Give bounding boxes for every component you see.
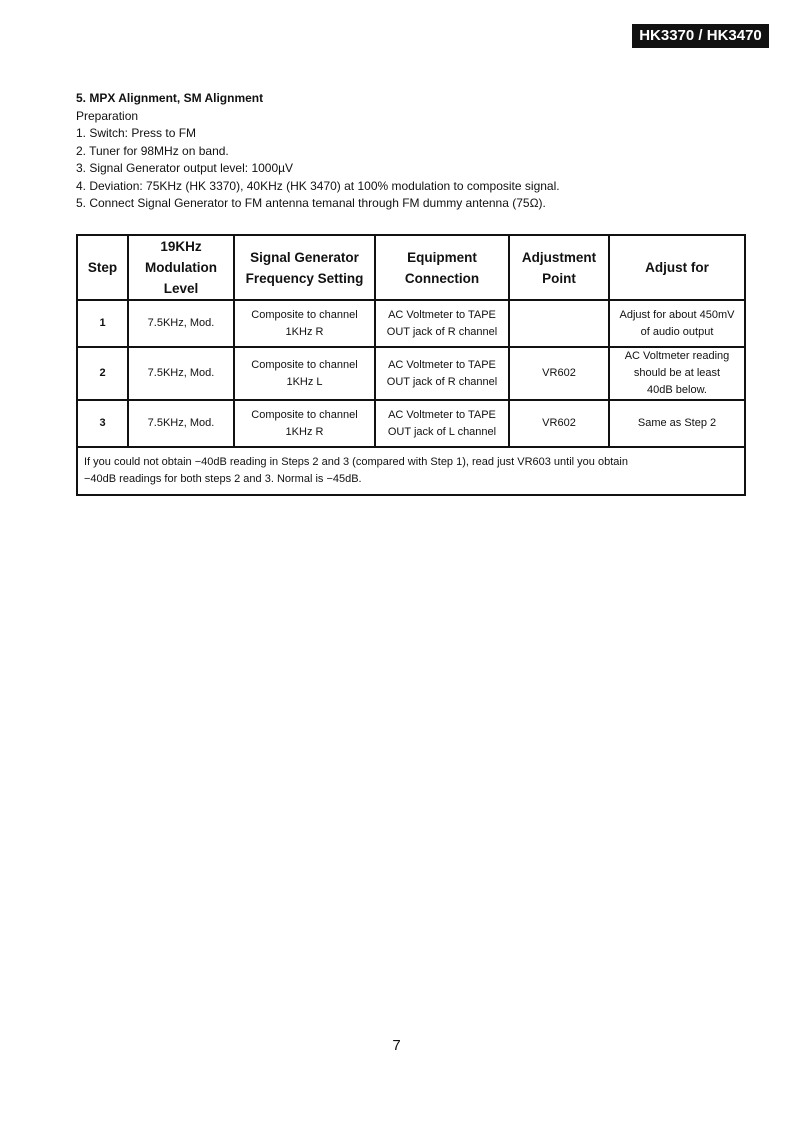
- adjustment-point-cell: VR602: [509, 400, 609, 447]
- preparation-item: 1. Switch: Press to FM: [76, 126, 197, 140]
- table-row: [77, 347, 745, 400]
- header-modulation: 19KHz Modulation Level: [128, 235, 234, 300]
- equipment-cell: AC Voltmeter to TAPE OUT jack of L channel: [375, 400, 509, 447]
- signal-generator-cell: Composite to channel 1KHz L: [234, 347, 375, 400]
- model-badge: HK3370 / HK3470: [632, 24, 769, 48]
- signal-generator-cell: Composite to channel 1KHz R: [234, 400, 375, 447]
- table-row: [77, 400, 745, 447]
- header-step: Step: [77, 235, 128, 300]
- adjustment-point-cell: [509, 300, 609, 347]
- signal-generator-cell: Composite to channel 1KHz R: [234, 300, 375, 347]
- header-adjust-for: Adjust for: [609, 235, 745, 300]
- preparation-section: [76, 90, 560, 213]
- adjust-for-cell: AC Voltmeter reading should be at least 40dB below.: [609, 347, 745, 400]
- modulation-cell: 7.5KHz, Mod.: [128, 347, 234, 400]
- equipment-cell: AC Voltmeter to TAPE OUT jack of R channel: [375, 347, 509, 400]
- header-equipment: Equipment Connection: [375, 235, 509, 300]
- preparation-item: 5. Connect Signal Generator to FM antenna temanal through FM dummy antenna (75Ω).: [76, 196, 546, 210]
- table-note-row: [77, 447, 745, 495]
- preparation-item: 2. Tuner for 98MHz on band.: [76, 143, 229, 158]
- modulation-cell: 7.5KHz, Mod.: [128, 400, 234, 447]
- preparation-item: 4. Deviation: 75KHz (HK 3370), 40KHz (HK 3470) at 100% modulation to composite signal.: [76, 178, 560, 193]
- equipment-cell: AC Voltmeter to TAPE OUT jack of R channel: [375, 300, 509, 347]
- header-adjustment-point: Adjustment Point: [509, 235, 609, 300]
- adjustment-point-cell: VR602: [509, 347, 609, 400]
- modulation-cell: 7.5KHz, Mod.: [128, 300, 234, 347]
- adjust-for-cell: Adjust for about 450mV of audio output: [609, 300, 745, 347]
- adjust-for-cell: Same as Step 2: [609, 400, 745, 447]
- preparation-label: Preparation: [76, 108, 139, 123]
- step-cell: 3: [77, 400, 128, 447]
- table-note: If you could not obtain −40dB reading in Steps 2 and 3 (compared with Step 1), read just VR603 until you obtain −40dB readings for both steps 2 and 3. Normal is −45dB.: [77, 447, 745, 495]
- header-signal-generator: Signal Generator Frequency Setting: [234, 235, 375, 300]
- section-title: 5. MPX Alignment, SM Alignment: [76, 91, 264, 105]
- preparation-item: 3. Signal Generator output level: 1000µV: [76, 161, 294, 175]
- step-cell: 2: [77, 347, 128, 400]
- table-row: [77, 300, 745, 347]
- page-number: 7: [392, 1037, 401, 1054]
- step-cell: 1: [77, 300, 128, 347]
- table-header-row: [77, 235, 745, 300]
- alignment-table: [76, 234, 746, 496]
